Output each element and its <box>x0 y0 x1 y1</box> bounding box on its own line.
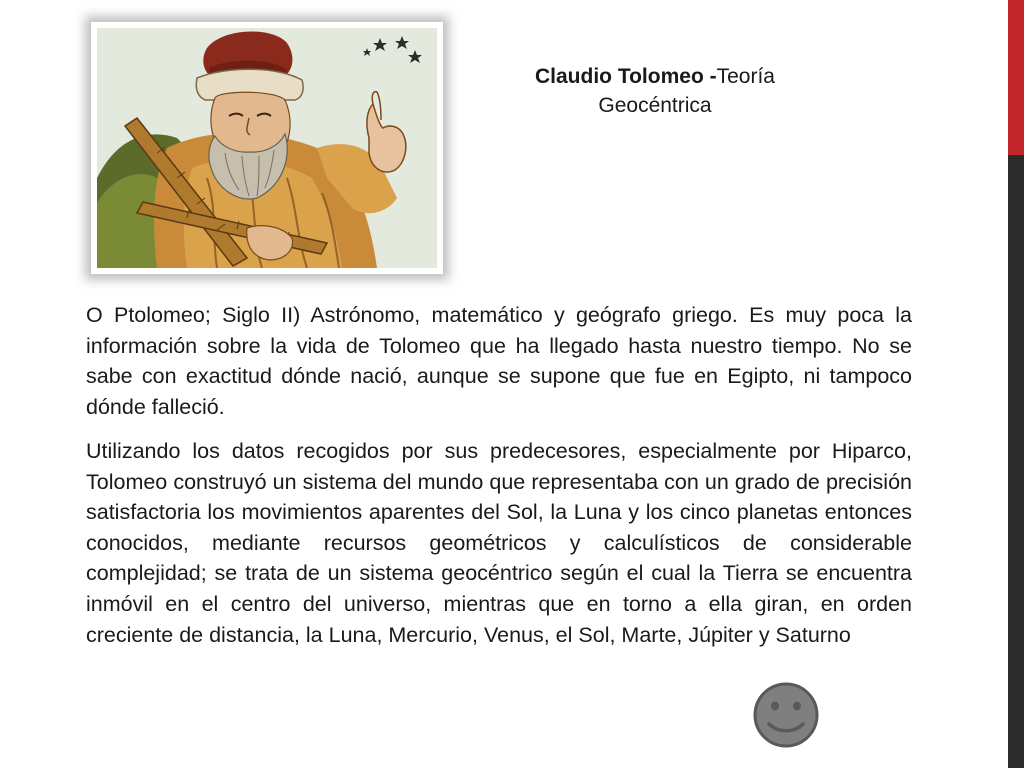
accent-bar-dark <box>1008 155 1024 768</box>
title-subject-part2: Geocéntrica <box>598 94 712 117</box>
portrait-frame <box>91 22 443 274</box>
biography-paragraph: O Ptolomeo; Siglo II) Astrónomo, matemático y geógrafo griego. Es muy poca la información sobre la vida de Tolomeo que ha llegado hasta nuestro tiempo. No se sabe con exactitud dónde nació, aunque se supone que fue en Egipto, ni tampoco dónde falleció. <box>86 303 912 419</box>
smiley-face-icon <box>752 681 820 749</box>
geocentric-paragraph: Utilizando los datos recogidos por sus predecesores, especialmente por Hiparco, Tolomeo construyó un sistema del mundo que representaba con un grado de precisión satisfactoria los movimientos aparentes del Sol, la Luna y los cinco planetas entonces conocidos, mediante recursos geométricos y calculísticos de considerable complejidad; se trata de un sistema geocéntrico según el cual la Tierra se encuentra inmóvil en el centro del universo, mientras que en torno a ella giran, en orden creciente de distancia, la Luna, Mercurio, Venus, el Sol, Marte, Júpiter y Saturno <box>86 439 912 647</box>
ptolemy-portrait-image <box>97 28 437 268</box>
title-name: Claudio Tolomeo - <box>535 65 717 88</box>
accent-bar-red <box>1008 0 1024 155</box>
slide-title <box>470 62 840 120</box>
title-subject-part1: Teoría <box>716 65 775 88</box>
